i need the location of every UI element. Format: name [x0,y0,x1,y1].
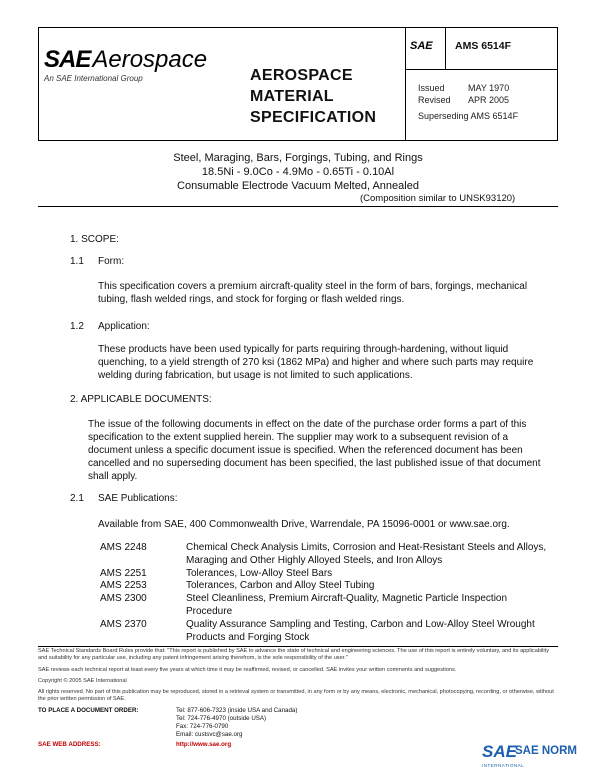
footer-review-note: SAE reviews each technical report at least every five years at which time it may be reaffirmed, revised, or cancelled. SAE invites your written comments and suggestions. [38,667,457,673]
section-number: 1.2 [70,321,84,332]
footer-copyright: Copyright © 2005 SAE International [38,678,127,684]
list-item [100,619,550,645]
document-title: Tolerances, Carbon and Alloy Steel Tubing [186,580,375,592]
applicable-documents-paragraph: The issue of the following documents in effect on the date of the purchase order forms a part of this specification to the extent supplied herein. The supplier may work to a subsequent revision of a document unless a specific document issue is specified. When the referenced document has been cancelled and no superseding document has been specified, the last published issue of that document shall apply. [88,419,541,482]
document-title: Quality Assurance Sampling and Testing, Carbon and Low-Alloy Steel Wrought Products and Forging Stock [186,618,535,643]
document-title: AEROSPACE MATERIAL SPECIFICATION [250,67,377,126]
composition-note: (Composition similar to UNSK93120) [360,193,516,204]
phone-intl: Tel: 724-776-4970 (outside USA) [176,715,267,722]
logo-subtitle: An SAE International Group [44,74,143,83]
document-title: Chemical Check Analysis Limits, Corrosion and Heat-Resistant Steels and Alloys, Maraging and Other Highly Alloyed Steels, and Iron Alloys [186,542,547,566]
document-code: AMS 2300 [100,593,147,605]
sae-norm-watermark-logo [482,742,582,772]
section-number: 2.1 [70,493,84,504]
contact-block [176,707,297,739]
superseding-note: Superseding AMS 6514F [418,111,519,121]
revised-label: Revised [418,95,451,105]
document-number: AMS 6514F [455,40,512,52]
subsection-heading-form: Form: [98,256,125,267]
document-code: AMS 2251 [100,567,147,579]
document-title: Steel Cleanliness, Premium Aircraft-Quality, Magnetic Particle Inspection Procedure [186,593,508,617]
spec-composition-line: 18.5Ni - 9.0Co - 4.9Mo - 0.65Ti - 0.10Al [201,166,395,178]
document-code: AMS 2253 [100,580,147,592]
watermark-norm-text: SAE NORM [515,745,577,757]
web-address-label: SAE WEB ADDRESS: [38,741,101,748]
order-label: TO PLACE A DOCUMENT ORDER: [38,707,139,714]
spec-process-line: Consumable Electrode Vacuum Melted, Annealed [177,180,419,192]
revised-date: APR 2005 [468,95,510,105]
phone-us: Tel: 877-606-7323 (inside USA and Canada) [176,707,298,714]
section-heading-applicable-documents: 2. APPLICABLE DOCUMENTS: [70,394,212,405]
form-paragraph: This specification covers a premium aircraft-quality steel in the form of bars, forgings, mechanical tubing, flash welded rings, and stock for forging or flash welded rings. [98,281,528,305]
subsection-heading-application: Application: [98,321,150,332]
footer-rights: All rights reserved. No part of this publication may be reproduced, stored in a retrieval system or transmitted, in any form or by any means, electronic, mechanical, photocopying, recording, or otherwise, without the prior written permission of SAE. [38,689,554,703]
header-divider [445,27,446,69]
logo-sae-text: SAE [44,46,91,73]
list-item [100,568,550,581]
header-divider [405,27,406,141]
footer-rule [38,646,558,647]
sae-mini-logo: SAE [410,40,433,52]
sae-aerospace-logo [44,46,234,83]
section-rule [38,206,558,207]
sae-publications-availability: Available from SAE, 400 Commonwealth Drive, Warrendale, PA 15096-0001 or www.sae.org. [98,519,510,530]
document-code: AMS 2370 [100,618,147,630]
document-title: Tolerances, Low-Alloy Steel Bars [186,567,333,579]
section-heading-scope: 1. SCOPE: [70,234,119,245]
header-divider [405,69,558,70]
subsection-heading-sae-publications: SAE Publications: [98,493,178,504]
list-item [100,593,550,619]
section-number: 1.1 [70,256,84,267]
spec-title-line: Steel, Maraging, Bars, Forgings, Tubing, and Rings [173,152,423,164]
document-code: AMS 2248 [100,542,147,553]
email-address: Email: custsvc@sae.org [176,731,243,738]
application-paragraph: These products have been used typically for parts requiring through-hardening, without liquid quenching, to a yield strength of 270 ksi (1862 MPa) and higher and where such parts may require welding during fabrication, but usage is not limited to such applications. [98,344,534,381]
web-address-link[interactable]: http://www.sae.org [176,741,232,748]
list-item [100,542,550,568]
footer-disclaimer: SAE Technical Standards Board Rules provide that: "This report is published by SAE to advance the state of technical and engineering sciences. The use of this report is entirely voluntary, and its applicability and suitability for any particular use, including any patent infringement arising therefrom, is the sole responsibility of the user." [38,648,549,662]
logo-aerospace-text: Aerospace [92,46,208,73]
watermark-sub-text: INTERNATIONAL [482,763,525,768]
fax-number: Fax: 724-776-0790 [176,723,229,730]
specification-title-block [38,151,558,193]
issued-label: Issued [418,83,445,93]
watermark-sae-text: SAE [482,742,517,761]
list-item [100,580,550,593]
issued-date: MAY 1970 [468,83,510,93]
referenced-documents-list [100,542,550,644]
